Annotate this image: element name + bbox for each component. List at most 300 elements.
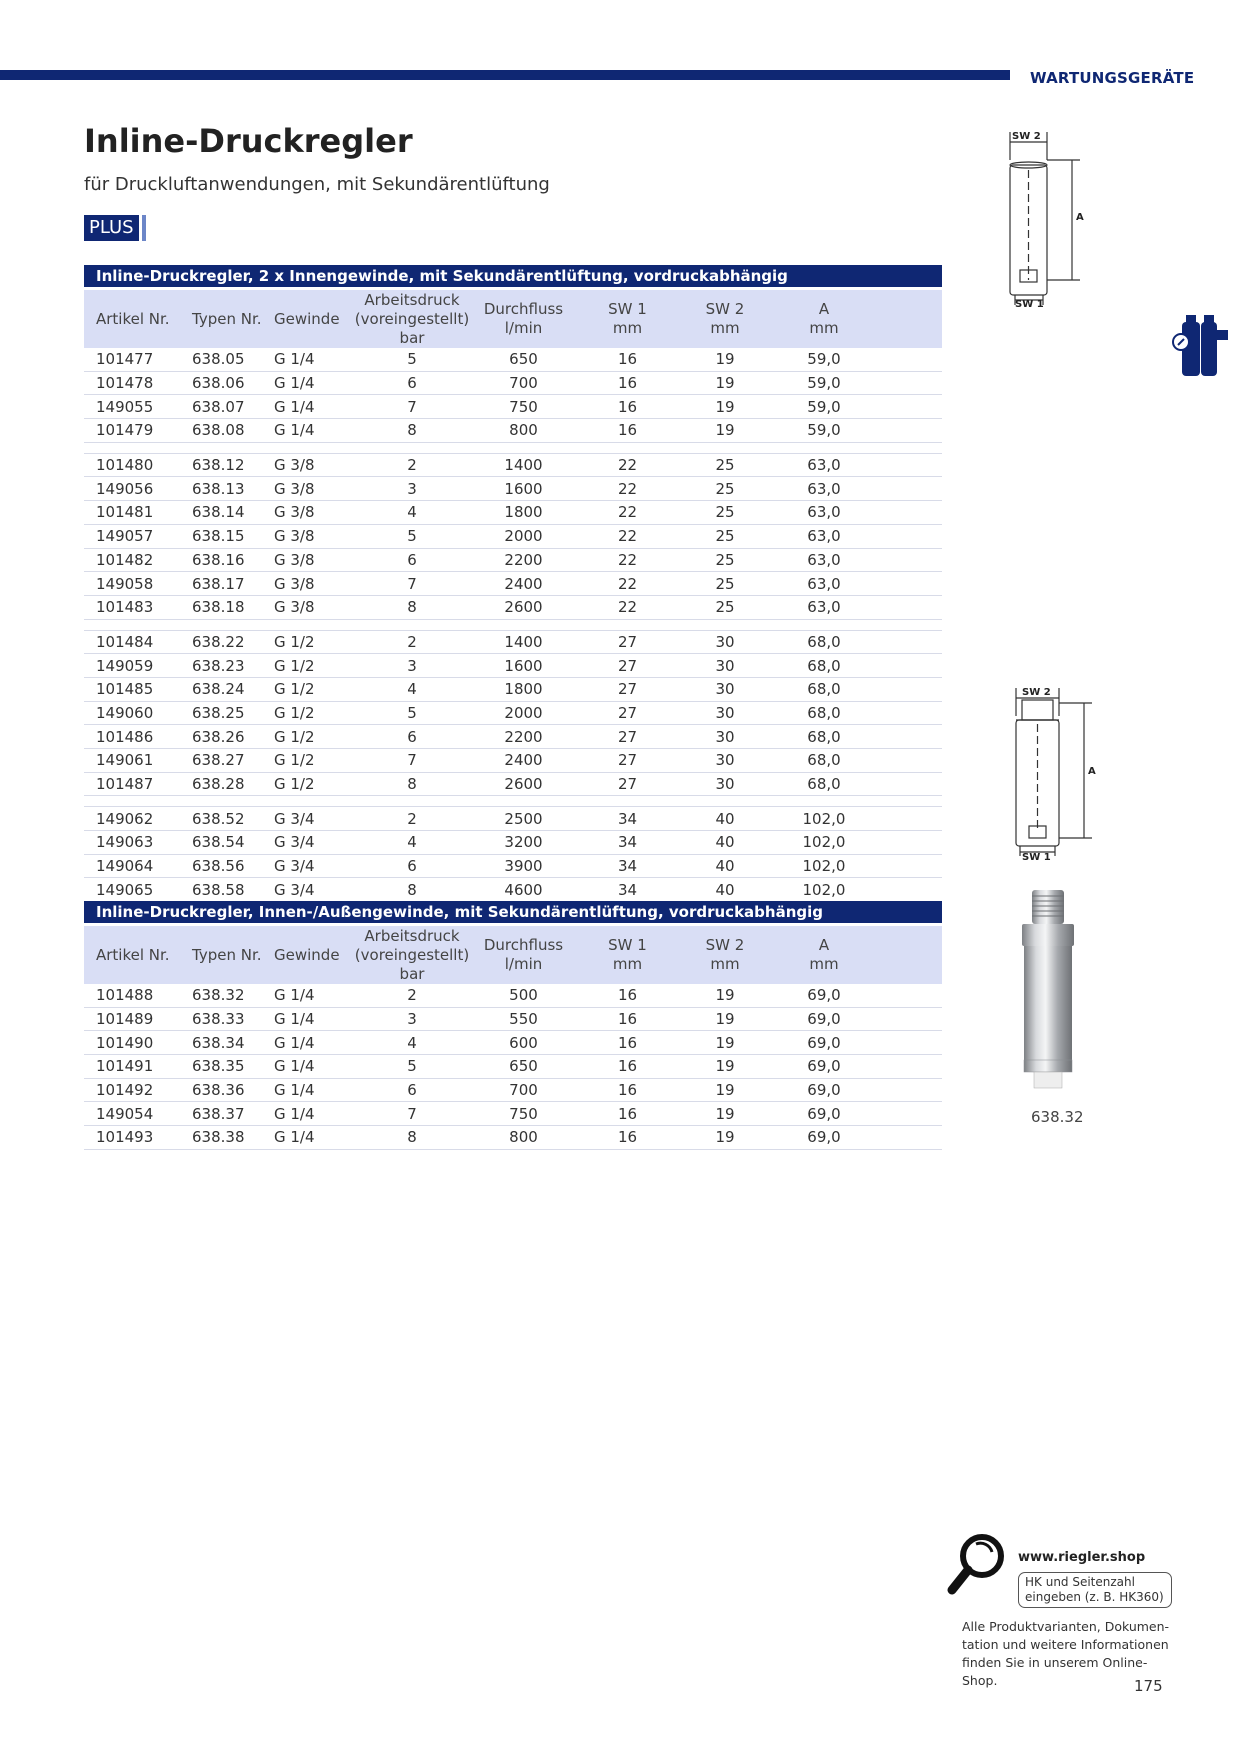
table-cell: 19 <box>715 1057 735 1076</box>
table-cell: 69,0 <box>807 1104 841 1123</box>
table-cell: 2500 <box>504 809 543 828</box>
table-cell: 3200 <box>504 833 543 852</box>
table-cell: 1400 <box>504 456 543 475</box>
table-row <box>84 525 942 549</box>
table-row <box>84 654 942 678</box>
table-cell: 69,0 <box>807 986 841 1005</box>
column-header-line: mm <box>710 955 740 973</box>
table-row <box>84 596 942 620</box>
table-cell: 69,0 <box>807 1010 841 1029</box>
table-cell: 2200 <box>504 550 543 569</box>
table-innen-aussengewinde <box>84 901 942 1150</box>
table-cell: G 3/8 <box>274 503 315 522</box>
table-cell: 19 <box>715 1010 735 1029</box>
column-header <box>680 300 770 338</box>
table-row <box>84 501 942 525</box>
column-header-line: Typen Nr. <box>192 309 262 328</box>
table-row <box>84 878 942 902</box>
section-label: WARTUNGSGERÄTE <box>1030 69 1195 87</box>
table-cell: 638.38 <box>192 1128 245 1147</box>
table-cell: 638.35 <box>192 1057 245 1076</box>
table-cell: 101478 <box>96 374 154 393</box>
table-cell: 2000 <box>504 527 543 546</box>
table-cell: 3 <box>407 1010 417 1029</box>
table-cell: 638.14 <box>192 503 245 522</box>
table-cell: 101482 <box>96 550 154 569</box>
table-cell: 638.06 <box>192 374 245 393</box>
table-cell: 22 <box>617 503 638 522</box>
magnifier-icon <box>946 1530 1012 1598</box>
column-header-line: mm <box>612 319 643 337</box>
table-cell: 40 <box>715 809 735 828</box>
table-cell: 638.13 <box>192 479 245 498</box>
column-header <box>352 291 472 348</box>
table-cell: 149062 <box>96 809 154 828</box>
table-cell: 40 <box>715 880 735 899</box>
table-cell: G 1/4 <box>274 1081 315 1100</box>
table-cell: 101490 <box>96 1033 154 1052</box>
column-header-line: A <box>818 936 830 954</box>
table-cell: 2 <box>407 456 417 475</box>
table-row <box>84 549 942 573</box>
shop-hint-line-1: HK und Seitenzahl <box>1025 1575 1135 1589</box>
table-row <box>84 678 942 702</box>
column-header-line: A <box>818 300 830 318</box>
table-cell: 68,0 <box>807 703 841 722</box>
table-cell: G 3/4 <box>274 809 315 828</box>
table-cell: 30 <box>715 751 735 770</box>
shop-hint-line-2: eingeben (z. B. HK360) <box>1025 1590 1164 1604</box>
column-header <box>84 310 192 329</box>
pressure-regulator-icon <box>1168 312 1230 380</box>
table-row <box>84 1102 942 1126</box>
table-cell: 34 <box>617 833 638 852</box>
table-cell: 69,0 <box>807 1081 841 1100</box>
table-cell: 149056 <box>96 479 154 498</box>
table-cell: 2400 <box>504 574 543 593</box>
column-header <box>770 936 878 974</box>
table-title: Inline-Druckregler, 2 x Innengewinde, mit Sekundärentlüftung, vordruckabhängig <box>84 265 942 287</box>
group-separator <box>84 796 942 807</box>
table-row <box>84 372 942 396</box>
table-cell: 59,0 <box>807 350 841 369</box>
page-number: 175 <box>1134 1677 1163 1695</box>
table-cell: 16 <box>617 397 638 416</box>
column-header <box>472 936 575 974</box>
table-cell: 30 <box>715 680 735 699</box>
plus-badge-bar <box>142 215 146 241</box>
column-header-line: (voreingestellt) <box>354 945 470 964</box>
table-cell: 30 <box>715 656 735 675</box>
column-header-line: l/min <box>504 319 543 337</box>
table-cell: 19 <box>715 1033 735 1052</box>
table-cell: 68,0 <box>807 680 841 699</box>
table-row <box>84 855 942 879</box>
table-cell: 5 <box>407 527 417 546</box>
table-cell: 149058 <box>96 574 154 593</box>
table-cell: 638.18 <box>192 598 245 617</box>
table-cell: 22 <box>617 550 638 569</box>
table-row <box>84 454 942 478</box>
table-cell: 638.37 <box>192 1104 245 1123</box>
table-cell: 40 <box>715 833 735 852</box>
column-header-line: Typen Nr. <box>192 945 262 964</box>
table-cell: 34 <box>617 809 638 828</box>
table-cell: 22 <box>617 598 638 617</box>
table-cell: 8 <box>407 880 417 899</box>
column-header-line: Arbeitsdruck <box>364 926 460 945</box>
table-cell: 638.36 <box>192 1081 245 1100</box>
table-cell: 101487 <box>96 775 154 794</box>
table-cell: 149061 <box>96 751 154 770</box>
table-cell: 2 <box>407 632 417 651</box>
shop-url[interactable]: www.riegler.shop <box>1018 1550 1146 1565</box>
group-separator <box>84 620 942 631</box>
drawing-top-sw1-label: SW 1 <box>1015 299 1044 310</box>
table-row <box>84 395 942 419</box>
product-photo <box>1010 888 1086 1092</box>
photo-caption: 638.32 <box>1031 1108 1084 1126</box>
page-title: Inline-Druckregler <box>84 122 413 160</box>
table-cell: G 3/8 <box>274 527 315 546</box>
table-cell: 101481 <box>96 503 154 522</box>
table-cell: G 1/4 <box>274 374 315 393</box>
table-cell: 8 <box>407 1128 417 1147</box>
table-cell: 800 <box>509 1128 538 1147</box>
table-cell: 638.54 <box>192 833 245 852</box>
table-cell: 68,0 <box>807 632 841 651</box>
table-cell: 1800 <box>504 503 543 522</box>
table-cell: 700 <box>509 1081 538 1100</box>
table-cell: 19 <box>715 397 735 416</box>
column-header-line: bar <box>399 964 425 983</box>
table-cell: 69,0 <box>807 1057 841 1076</box>
table-cell: 638.24 <box>192 680 245 699</box>
table-cell: 149059 <box>96 656 154 675</box>
table-cell: 68,0 <box>807 727 841 746</box>
table-cell: 30 <box>715 703 735 722</box>
table-cell: 638.25 <box>192 703 245 722</box>
table-cell: 4 <box>407 1033 417 1052</box>
table-cell: 4 <box>407 680 417 699</box>
table-cell: 102,0 <box>802 809 846 828</box>
table-cell: 16 <box>617 421 638 440</box>
table-row <box>84 631 942 655</box>
table-cell: 6 <box>407 727 417 746</box>
table-cell: 2600 <box>504 598 543 617</box>
column-header-line: l/min <box>504 955 543 973</box>
table-cell: G 1/4 <box>274 1010 315 1029</box>
table-cell: 25 <box>715 598 735 617</box>
table-cell: G 1/2 <box>274 656 315 675</box>
table-cell: 19 <box>715 1104 735 1123</box>
table-cell: G 1/2 <box>274 703 315 722</box>
table-cell: 16 <box>617 1010 638 1029</box>
table-cell: 800 <box>509 421 538 440</box>
table-cell: 19 <box>715 1128 735 1147</box>
page-subtitle: für Druckluftanwendungen, mit Sekundärentlüftung <box>84 174 550 195</box>
table-cell: 638.27 <box>192 751 245 770</box>
table-cell: 19 <box>715 421 735 440</box>
table-cell: G 1/4 <box>274 1104 315 1123</box>
table-row <box>84 725 942 749</box>
table-cell: 101484 <box>96 632 154 651</box>
table-cell: 102,0 <box>802 880 846 899</box>
table-cell: G 3/4 <box>274 833 315 852</box>
table-row <box>84 419 942 443</box>
column-header <box>192 946 274 965</box>
table-cell: G 1/4 <box>274 986 315 1005</box>
table-cell: 1600 <box>504 656 543 675</box>
table-cell: 6 <box>407 550 417 569</box>
table-row <box>84 572 942 596</box>
table-cell: 638.26 <box>192 727 245 746</box>
drawing-top-a-label: A <box>1076 212 1084 223</box>
table-cell: 101489 <box>96 1010 154 1029</box>
table-cell: 638.58 <box>192 880 245 899</box>
group-separator <box>84 443 942 454</box>
column-header-line: Gewinde <box>274 945 340 964</box>
table-cell: 650 <box>509 350 538 369</box>
table-row <box>84 984 942 1008</box>
table-cell: 2600 <box>504 775 543 794</box>
table-row <box>84 773 942 797</box>
table-cell: 638.32 <box>192 986 245 1005</box>
table-cell: 3900 <box>504 857 543 876</box>
table-cell: 149064 <box>96 857 154 876</box>
column-header-line: Durchfluss <box>483 300 564 318</box>
table-cell: 2400 <box>504 751 543 770</box>
table-cell: 25 <box>715 503 735 522</box>
table-cell: 2000 <box>504 703 543 722</box>
table-cell: 22 <box>617 527 638 546</box>
shop-desc-line-1: Alle Produktvarianten, Dokumen- <box>962 1619 1170 1634</box>
column-header <box>472 300 575 338</box>
table-row <box>84 807 942 831</box>
table-cell: 638.22 <box>192 632 245 651</box>
column-header-line: mm <box>809 955 839 973</box>
table-cell: 101488 <box>96 986 154 1005</box>
table-cell: G 3/4 <box>274 857 315 876</box>
table-cell: 3 <box>407 479 417 498</box>
table-cell: 4 <box>407 503 417 522</box>
table-cell: 8 <box>407 775 417 794</box>
column-header <box>84 946 192 965</box>
table-cell: 149060 <box>96 703 154 722</box>
table-cell: 63,0 <box>807 503 841 522</box>
dimension-drawing-middle <box>1010 686 1110 861</box>
table-cell: G 1/2 <box>274 680 315 699</box>
column-header-line: Durchfluss <box>483 936 564 954</box>
table-row <box>84 749 942 773</box>
table-row <box>84 1079 942 1103</box>
table-row <box>84 348 942 372</box>
table-cell: 63,0 <box>807 527 841 546</box>
table-cell: 19 <box>715 986 735 1005</box>
table-cell: 149055 <box>96 397 154 416</box>
dimension-drawing-top <box>1000 130 1100 310</box>
table-cell: G 3/8 <box>274 574 315 593</box>
table-cell: 638.56 <box>192 857 245 876</box>
table-cell: 25 <box>715 456 735 475</box>
table-cell: 25 <box>715 574 735 593</box>
table-row <box>84 1031 942 1055</box>
table-cell: 101480 <box>96 456 154 475</box>
table-cell: G 1/2 <box>274 727 315 746</box>
table-cell: 59,0 <box>807 421 841 440</box>
table-cell: 25 <box>715 550 735 569</box>
table-cell: 638.17 <box>192 574 245 593</box>
column-header <box>192 310 274 329</box>
table-cell: 63,0 <box>807 574 841 593</box>
drawing-top-sw2-label: SW 2 <box>1012 131 1041 142</box>
table-cell: 30 <box>715 727 735 746</box>
table-row <box>84 831 942 855</box>
table-cell: 27 <box>617 775 638 794</box>
table-cell: 1600 <box>504 479 543 498</box>
table-cell: 27 <box>617 632 638 651</box>
column-header <box>352 927 472 984</box>
table-cell: 4600 <box>504 880 543 899</box>
column-header-line: SW 2 <box>705 300 745 318</box>
table-cell: G 3/8 <box>274 550 315 569</box>
table-row <box>84 1008 942 1032</box>
table-cell: 500 <box>509 986 538 1005</box>
table-cell: 101491 <box>96 1057 154 1076</box>
column-header-line: bar <box>399 328 425 347</box>
column-header-line: (voreingestellt) <box>354 309 470 328</box>
table-cell: 69,0 <box>807 1128 841 1147</box>
table-cell: 5 <box>407 1057 417 1076</box>
column-header-line: mm <box>710 319 740 337</box>
table-cell: 16 <box>617 1128 638 1147</box>
table-cell: 2 <box>407 986 417 1005</box>
table-cell: 63,0 <box>807 598 841 617</box>
table-cell: 638.08 <box>192 421 245 440</box>
table-cell: 34 <box>617 880 638 899</box>
table-cell: 550 <box>509 1010 538 1029</box>
table-cell: 22 <box>617 456 638 475</box>
table-cell: 22 <box>617 574 638 593</box>
table-cell: 5 <box>407 350 417 369</box>
table-cell: 27 <box>617 751 638 770</box>
table-cell: 63,0 <box>807 479 841 498</box>
table-cell: 7 <box>407 1104 417 1123</box>
table-cell: 16 <box>617 350 638 369</box>
table-cell: 59,0 <box>807 374 841 393</box>
table-cell: G 1/4 <box>274 421 315 440</box>
table-cell: 7 <box>407 574 417 593</box>
table-row <box>84 702 942 726</box>
table-cell: 101485 <box>96 680 154 699</box>
table-cell: 16 <box>617 1104 638 1123</box>
table-cell: 101492 <box>96 1081 154 1100</box>
table-cell: 638.07 <box>192 397 245 416</box>
table-cell: 19 <box>715 374 735 393</box>
column-header-line: Artikel Nr. <box>96 309 170 328</box>
table-cell: 63,0 <box>807 550 841 569</box>
table-cell: 22 <box>617 479 638 498</box>
table-cell: 638.34 <box>192 1033 245 1052</box>
table-cell: 750 <box>509 397 538 416</box>
table-cell: 27 <box>617 703 638 722</box>
plus-badge <box>84 215 146 241</box>
table-cell: 7 <box>407 751 417 770</box>
table-cell: 638.05 <box>192 350 245 369</box>
column-header-line: Gewinde <box>274 309 340 328</box>
table-cell: 68,0 <box>807 751 841 770</box>
table-cell: 638.16 <box>192 550 245 569</box>
table-cell: 8 <box>407 421 417 440</box>
table-cell: G 1/4 <box>274 1128 315 1147</box>
table-cell: G 1/4 <box>274 1057 315 1076</box>
column-header-line: mm <box>809 319 839 337</box>
table-cell: 19 <box>715 350 735 369</box>
table-cell: 101479 <box>96 421 154 440</box>
table-cell: 600 <box>509 1033 538 1052</box>
table-cell: 40 <box>715 857 735 876</box>
table-cell: 2200 <box>504 727 543 746</box>
drawing-middle-sw1-label: SW 1 <box>1022 852 1051 861</box>
drawing-middle-sw2-label: SW 2 <box>1022 687 1051 698</box>
table-cell: 59,0 <box>807 397 841 416</box>
column-header-line: SW 1 <box>608 300 647 318</box>
shop-desc-line-3: finden Sie in unserem Online-Shop. <box>962 1655 1148 1688</box>
table-cell: 638.23 <box>192 656 245 675</box>
table-cell: G 1/4 <box>274 1033 315 1052</box>
column-header-line: mm <box>612 955 643 973</box>
shop-desc-line-2: tation und weitere Informationen <box>962 1637 1169 1652</box>
table-innengewinde <box>84 265 942 902</box>
table-cell: 63,0 <box>807 456 841 475</box>
table-cell: G 3/8 <box>274 479 315 498</box>
table-cell: 19 <box>715 1081 735 1100</box>
column-header-line: Arbeitsdruck <box>364 290 460 309</box>
column-header <box>575 300 680 338</box>
table-cell: 4 <box>407 833 417 852</box>
column-header-line: SW 2 <box>705 936 745 954</box>
table-cell: 34 <box>617 857 638 876</box>
table-cell: 638.15 <box>192 527 245 546</box>
table-cell: 69,0 <box>807 1033 841 1052</box>
table-cell: G 1/4 <box>274 397 315 416</box>
table-cell: 30 <box>715 775 735 794</box>
column-header <box>680 936 770 974</box>
table-cell: 101486 <box>96 727 154 746</box>
shop-hint-box <box>1018 1572 1172 1608</box>
table-cell: 5 <box>407 703 417 722</box>
table-cell: 638.33 <box>192 1010 245 1029</box>
column-header <box>274 310 352 329</box>
table-cell: 1400 <box>504 632 543 651</box>
table-cell: 8 <box>407 598 417 617</box>
table-cell: 6 <box>407 857 417 876</box>
table-cell: G 1/2 <box>274 775 315 794</box>
table-cell: 16 <box>617 1057 638 1076</box>
table-header <box>84 926 942 984</box>
table-row <box>84 1055 942 1079</box>
table-cell: 1800 <box>504 680 543 699</box>
table-cell: G 1/4 <box>274 350 315 369</box>
table-cell: 102,0 <box>802 833 846 852</box>
column-header-line: Artikel Nr. <box>96 945 170 964</box>
plus-badge-label: PLUS <box>84 215 139 241</box>
table-cell: 16 <box>617 374 638 393</box>
table-cell: G 1/2 <box>274 751 315 770</box>
table-cell: 16 <box>617 986 638 1005</box>
table-cell: 25 <box>715 479 735 498</box>
table-header <box>84 290 942 348</box>
